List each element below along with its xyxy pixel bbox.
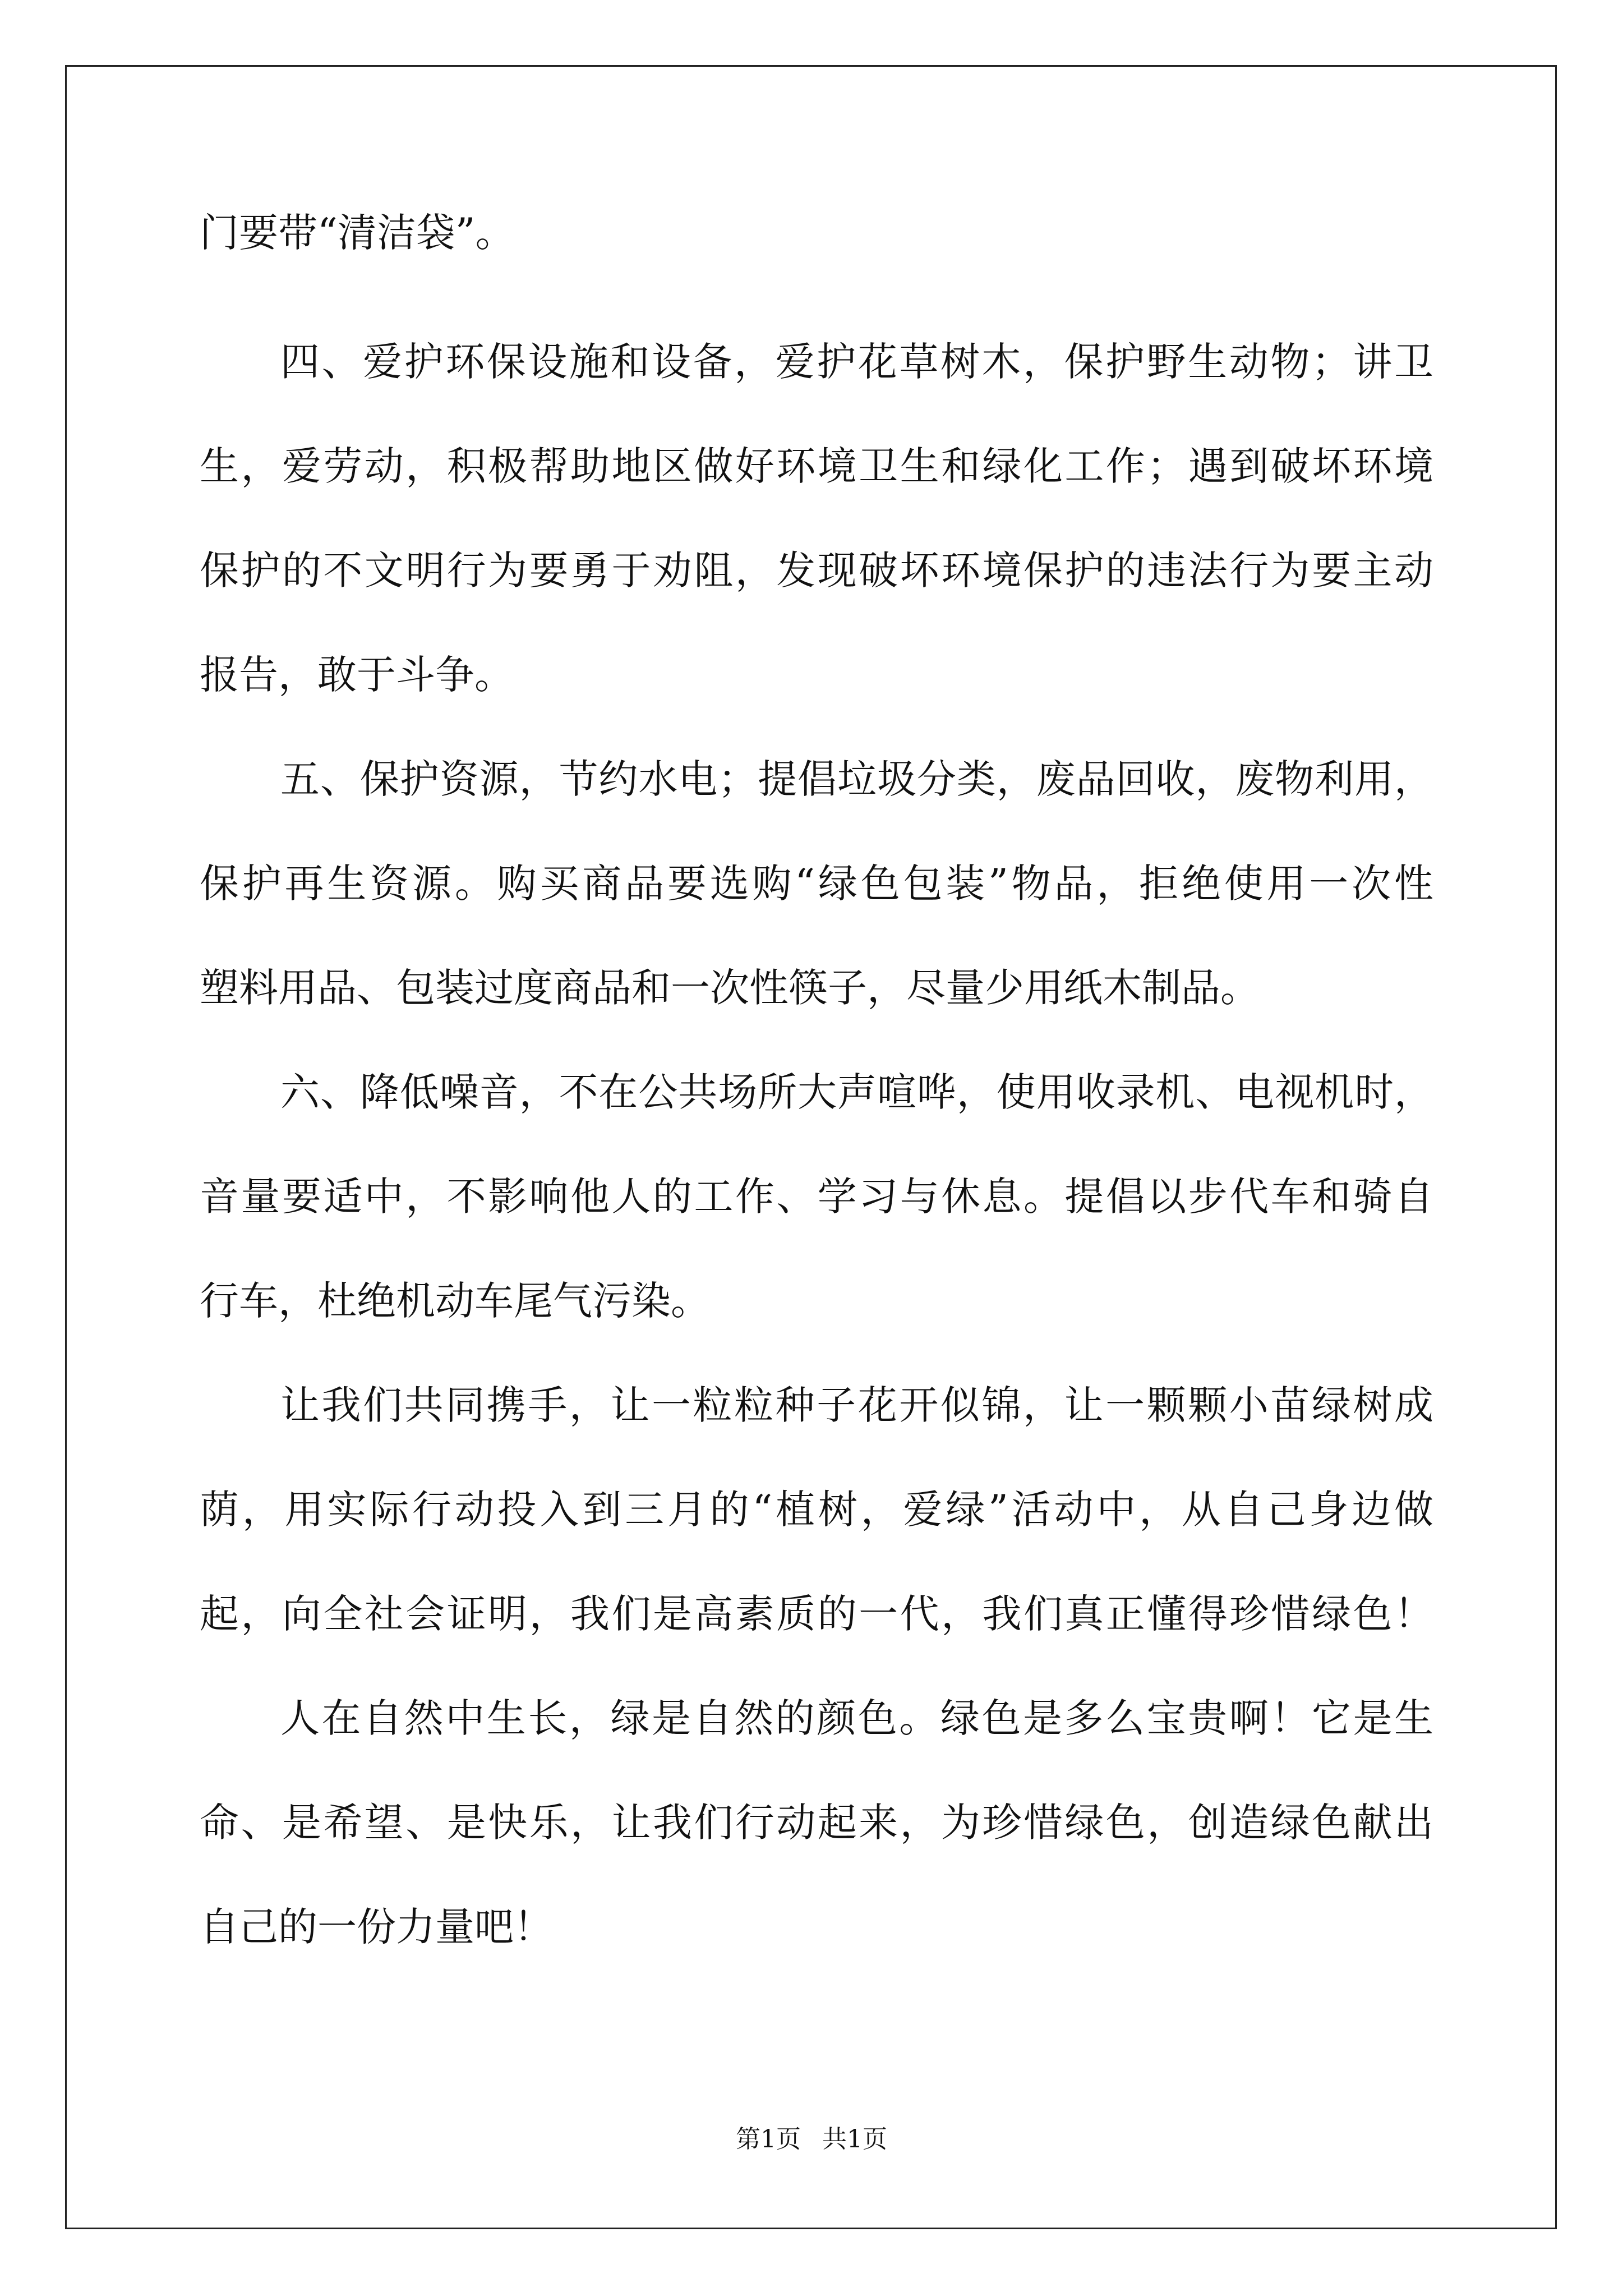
text-line: 生，爱劳动，积极帮助地区做好环境卫生和绿化工作；遇到破坏环境 [200,443,1433,489]
text-line: 五、保护资源，节约水电；提倡垃圾分类，废品回收，废物利用， [280,756,1433,802]
text-line: 行车，杜绝机动车尾气污染。 [200,1278,710,1324]
text-line: 保护的不文明行为要勇于劝阻，发现破坏环境保护的违法行为要主动 [200,547,1433,593]
text-line: 四、爱护环保设施和设备，爱护花草树木，保护野生动物；讲卫 [280,339,1433,385]
text-line: 命、是希望、是快乐，让我们行动起来，为珍惜绿色，创造绿色献出 [200,1800,1433,1846]
page-footer [0,2123,1623,2156]
text-line: 让我们共同携手，让一粒粒种子花开似锦，让一颗颗小苗绿树成 [280,1382,1433,1428]
text-line: 自己的一份力量吧！ [200,1904,553,1950]
text-line: 荫，用实际行动投入到三月的“植树，爱绿”活动中，从自己身边做 [200,1487,1433,1533]
text-line: 人在自然中生长，绿是自然的颜色。绿色是多么宝贵啊！它是生 [280,1695,1433,1741]
page-total: 共1页 [822,2125,887,2154]
text-line: 起，向全社会证明，我们是高素质的一代，我们真正懂得珍惜绿色！ [200,1591,1433,1637]
text-line: 保护再生资源。购买商品要选购“绿色包装”物品，拒绝使用一次性 [200,861,1433,907]
page-number: 第1页 [736,2125,801,2154]
text-line: 六、降低噪音，不在公共场所大声喧哗，使用收录机、电视机时， [280,1069,1433,1115]
text-line: 塑料用品、包装过度商品和一次性筷子，尽量少用纸木制品。 [200,965,1260,1011]
text-line: 音量要适中，不影响他人的工作、学习与休息。提倡以步代车和骑自 [200,1174,1433,1220]
text-line: 门要带“清洁袋”。 [200,210,515,256]
text-line: 报告，敢于斗争。 [200,652,514,698]
